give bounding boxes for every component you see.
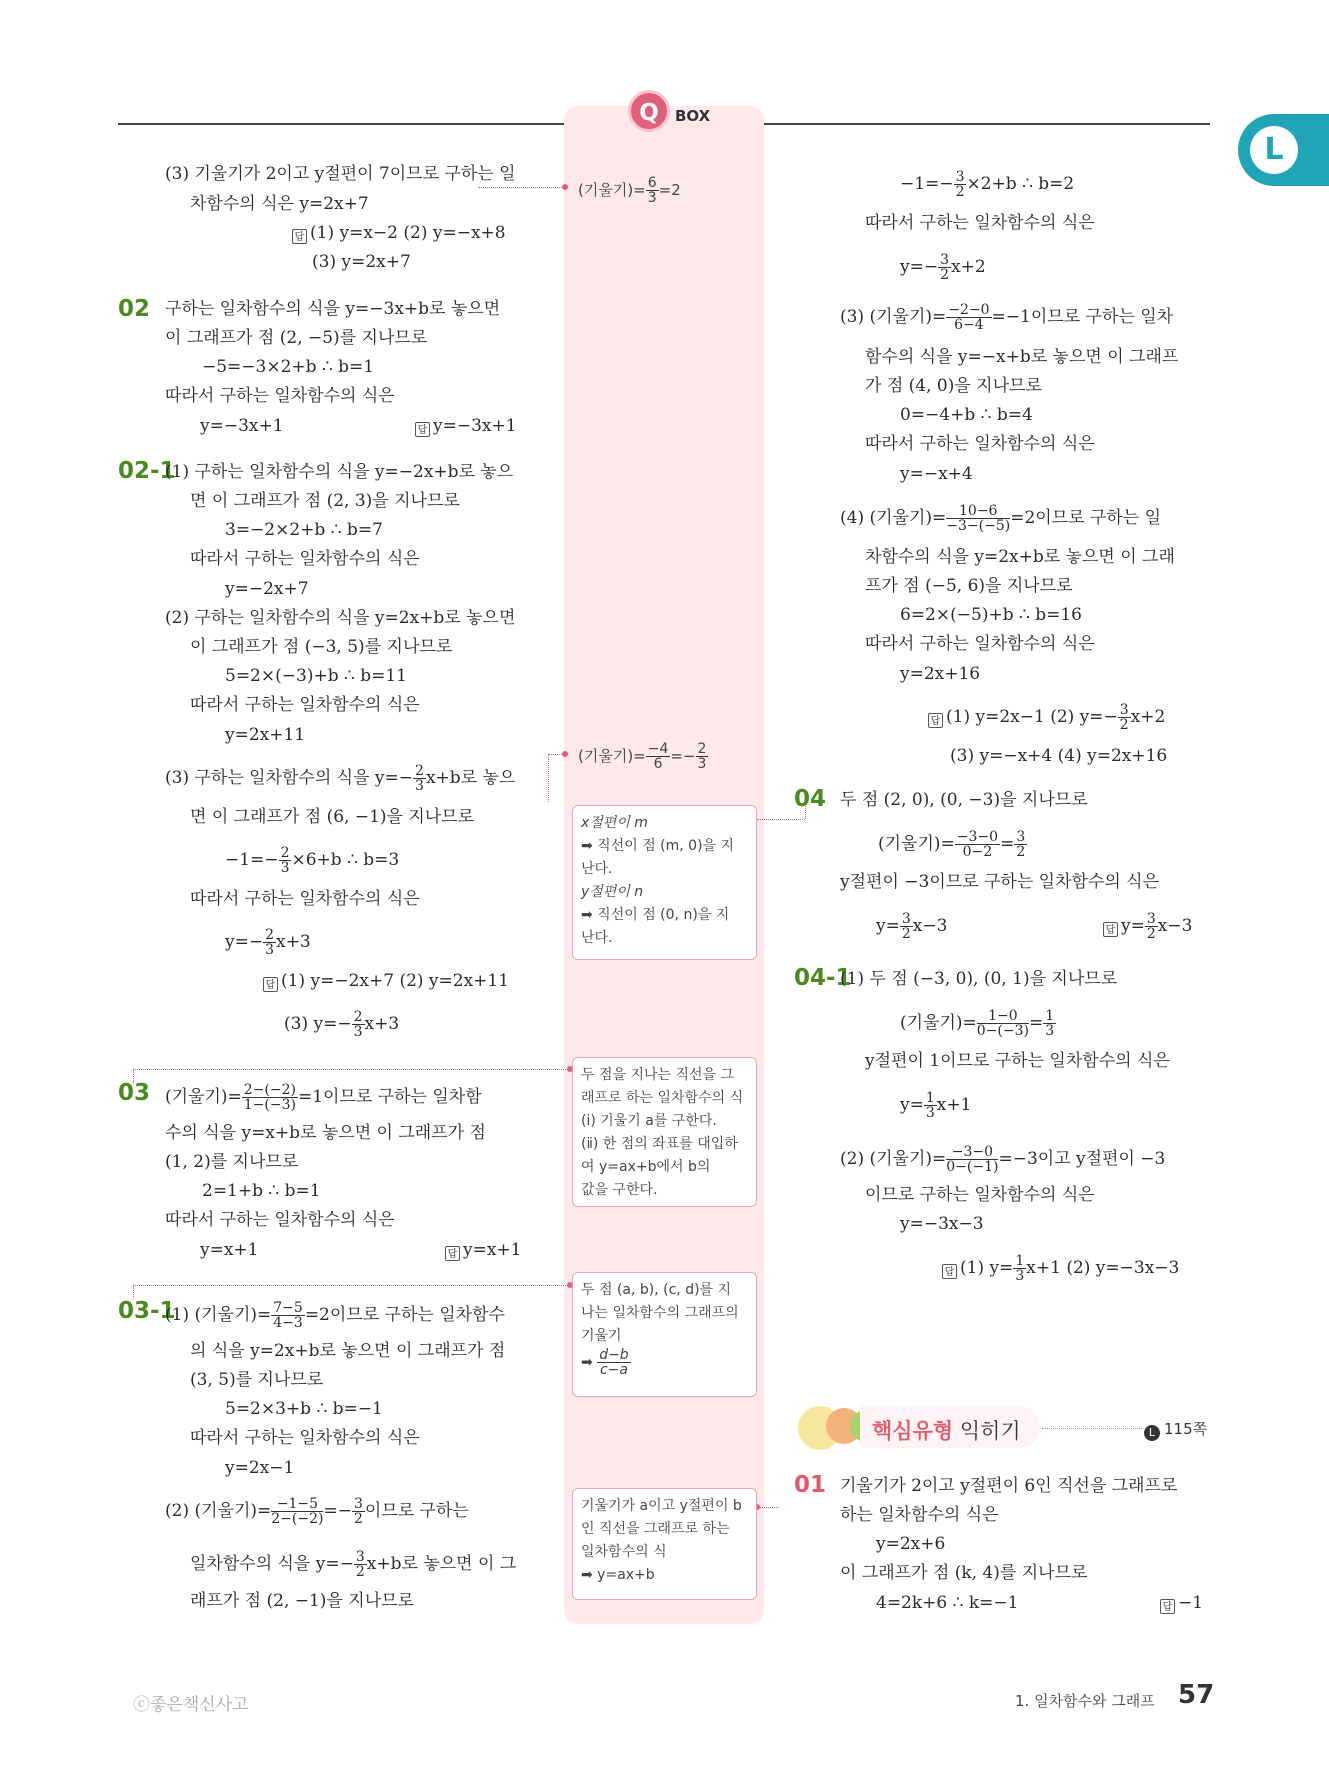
text-line: 4=2k+6 ∴ k=−1	[876, 1593, 1019, 1613]
note-row: 나는 일차함수의 그래프의	[581, 1305, 739, 1321]
text-line	[165, 1497, 469, 1526]
fraction	[955, 830, 1000, 859]
text-part: 이므로 구하는	[364, 1501, 469, 1521]
connector-line	[133, 1285, 568, 1286]
text-line: 이므로 구하는 일차함수의 식은	[865, 1185, 1095, 1205]
p3-line2: 차함수의 식은 y=2x+7	[190, 194, 369, 214]
text-part: =	[1000, 834, 1015, 854]
text-part: (3) y=−	[284, 1014, 352, 1034]
connector-line	[133, 1069, 568, 1070]
text-part: ×6+b ∴ b=3	[291, 850, 400, 870]
text-line: 따라서 구하는 일차함수의 식은	[190, 1428, 420, 1448]
fraction-numerator: 1	[1045, 1008, 1055, 1024]
text-part: x+2	[951, 257, 986, 277]
text-line: 0=−4+b ∴ b=4	[900, 405, 1033, 425]
qbox-label: BOX	[675, 107, 711, 125]
text-part: y=	[876, 916, 900, 936]
text-part: −1=−	[900, 174, 954, 194]
text-line	[876, 912, 947, 941]
fraction	[646, 176, 659, 205]
text-part: x+1 (2) y=−3x−3	[1026, 1258, 1180, 1278]
qbox-note-slope-1	[578, 176, 681, 205]
text-line: 6=2×(−5)+b ∴ b=16	[900, 605, 1082, 625]
text-part: 일차함수의 식을 y=−	[190, 1554, 354, 1574]
text-part: x+b로 놓으	[425, 768, 516, 788]
answer-line	[284, 1010, 399, 1039]
fraction-numerator: 3	[955, 169, 965, 185]
answer-line	[292, 222, 506, 244]
text-part: =2	[658, 181, 681, 199]
text-part: =1이므로 구하는 일차함	[297, 1087, 482, 1107]
fraction	[271, 1497, 323, 1526]
text-part: x+3	[364, 1014, 400, 1034]
fraction-numerator: 7−5	[273, 1300, 303, 1316]
fraction-denominator: 6−4	[954, 317, 984, 333]
fraction-numerator: −3−0	[946, 1145, 998, 1160]
text-line: 이 그래프가 점 (k, 4)를 지나므로	[840, 1563, 1088, 1583]
fraction-denominator: 2	[355, 1564, 365, 1580]
chapter-title: 1. 일차함수와 그래프	[1015, 1692, 1155, 1710]
fraction-denominator: 3	[415, 778, 424, 794]
text-part: (기울기)=	[165, 1087, 242, 1107]
fraction-numerator: −4	[647, 741, 669, 757]
section-title-main: 핵심유형	[872, 1419, 954, 1443]
fraction-denominator: 2	[901, 926, 911, 942]
note-row: 여 y=ax+b에서 b의	[581, 1159, 711, 1175]
fraction-denominator: c−a	[599, 1362, 628, 1378]
fraction	[271, 1301, 305, 1330]
text-part: y=	[1121, 916, 1145, 936]
text-part: (기울기)=	[878, 834, 955, 854]
fraction	[946, 303, 991, 332]
answer-text: −1	[1178, 1593, 1204, 1613]
fraction-numerator: 1−0	[977, 1009, 1029, 1024]
connector-line	[133, 1069, 134, 1083]
text-part: (4) (기울기)=	[840, 508, 947, 528]
note-row: ➡ 직선이 점 (0, n)을 지	[581, 907, 730, 923]
fraction-numerator: 10−6	[946, 504, 1010, 519]
fraction	[263, 928, 276, 957]
answer-line	[1160, 1592, 1203, 1614]
text-part: =−1이므로 구하는 일차	[991, 307, 1174, 327]
fraction	[946, 504, 1010, 533]
answer-text: y=−3x+1	[433, 416, 517, 436]
fraction-denominator: 2	[955, 184, 965, 200]
fraction-denominator: 0−(−3)	[976, 1023, 1029, 1039]
connector-line	[478, 187, 566, 188]
answer-icon: 답	[1160, 1599, 1175, 1614]
text-line	[900, 1091, 971, 1120]
text-line: y=−3x+1	[200, 416, 284, 436]
fraction-numerator: 2−(−2)	[243, 1082, 296, 1098]
fraction-numerator: d−b	[599, 1347, 629, 1363]
text-part: =	[1028, 1013, 1044, 1033]
text-line: 2=1+b ∴ b=1	[202, 1181, 321, 1201]
connector-line	[757, 819, 805, 820]
fraction-denominator: 6	[653, 756, 663, 772]
fraction-denominator: 3	[647, 190, 657, 206]
note-row: 기울기	[581, 1328, 622, 1344]
text-line	[840, 303, 1173, 332]
fraction-denominator: 3	[280, 860, 290, 876]
answer-icon: 답	[445, 1246, 460, 1261]
fraction-numerator: 2	[353, 1009, 363, 1025]
text-line: 따라서 구하는 일차함수의 식은	[865, 434, 1095, 454]
note-row: ➡ y=ax+b	[581, 1567, 655, 1583]
fraction-numerator: −2−0	[948, 302, 990, 318]
fraction	[1013, 1254, 1026, 1283]
text-line: −5=−3×2+b ∴ b=1	[202, 357, 375, 377]
text-part: (1) y=	[960, 1258, 1014, 1278]
qbox-note-slope-2	[578, 742, 708, 771]
answer-icon: 답	[263, 977, 278, 992]
problem-number: 03	[118, 1080, 151, 1106]
text-line: (1) 두 점 (−3, 0), (0, 1)을 지나므로	[840, 969, 1118, 989]
text-part: y=−	[900, 257, 939, 277]
fraction-denominator: 0−2	[962, 844, 993, 860]
text-line: 가 점 (4, 0)을 지나므로	[865, 376, 1042, 396]
note-row: (ⅱ) 한 점의 좌표를 대입하	[581, 1136, 738, 1152]
fraction-denominator: 3	[353, 1024, 363, 1040]
fraction	[597, 1348, 631, 1377]
text-part: −1=−	[225, 850, 279, 870]
fraction-denominator: 2	[1119, 717, 1129, 733]
fraction-denominator: 1−(−3)	[243, 1097, 296, 1113]
answer-icon: 답	[292, 229, 307, 244]
text-part: =−	[670, 747, 696, 765]
p3-line1: (3) 기울기가 2이고 y절편이 7이므로 구하는 일	[165, 164, 516, 184]
section-title	[872, 1415, 1021, 1445]
text-line	[900, 253, 986, 282]
fraction-numerator: 3	[1016, 829, 1026, 845]
fraction-denominator: 2	[940, 267, 950, 283]
answer-line	[445, 1239, 522, 1261]
text-part: x+2	[1130, 707, 1166, 727]
publisher-credit: ⓒ좋은책신사고	[133, 1695, 249, 1715]
fraction	[354, 1550, 367, 1579]
qbox-badge: Q	[628, 90, 670, 132]
answer-line: (3) y=2x+7	[312, 252, 411, 272]
note-row: ➡ 직선이 점 (m, 0)을 지	[581, 838, 735, 854]
answer-icon: 답	[942, 1264, 957, 1279]
connector-dot	[562, 751, 568, 757]
fraction-numerator: 2	[280, 845, 290, 861]
text-line: y=2x+16	[900, 664, 981, 684]
text-part: x+1	[936, 1095, 972, 1115]
fraction	[1014, 830, 1027, 859]
text-line: 기울기가 2이고 y절편이 6인 직선을 그래프로	[840, 1476, 1178, 1496]
fraction-denominator: 2	[1016, 844, 1026, 860]
fraction-numerator: 1	[925, 1090, 935, 1106]
text-line: 프가 점 (−5, 6)을 지나므로	[865, 576, 1073, 596]
text-line: 5=2×3+b ∴ b=−1	[225, 1399, 383, 1419]
text-line: y절편이 −3이므로 구하는 일차함수의 식은	[840, 872, 1160, 892]
text-part: =2이므로 구하는 일차함수	[304, 1305, 505, 1325]
fraction-denominator: 3	[925, 1105, 935, 1121]
fraction	[1145, 912, 1158, 941]
text-line: 차함수의 식을 y=2x+b로 놓으면 이 그래	[865, 547, 1175, 567]
arrow-icon: ➡	[581, 1354, 593, 1371]
text-line: (1, 2)를 지나므로	[165, 1152, 299, 1172]
fraction-numerator: 3	[355, 1549, 365, 1565]
section-title-sub: 익히기	[953, 1419, 1021, 1443]
answer-line	[928, 703, 1165, 732]
problem-number: 02	[118, 296, 151, 322]
fraction-denominator: 2−(−2)	[271, 1511, 324, 1527]
text-line: 따라서 구하는 일차함수의 식은	[190, 695, 420, 715]
text-line	[225, 846, 399, 875]
text-line: y=x+1	[200, 1240, 259, 1260]
note-row: 인 직선을 그래프로 하는	[581, 1521, 730, 1537]
connector-dot	[562, 184, 568, 190]
fraction-denominator: 3	[1045, 1023, 1055, 1039]
page-ref-text: 115쪽	[1164, 1420, 1208, 1438]
note-row	[581, 1348, 748, 1377]
text-line: 따라서 구하는 일차함수의 식은	[865, 634, 1095, 654]
answer-text: (1) y=−2x+7 (2) y=2x+11	[281, 971, 510, 991]
fraction-numerator: 3	[1146, 911, 1156, 927]
page-number: 57	[1178, 1680, 1215, 1710]
text-part: y=−	[225, 932, 264, 952]
text-part: ×2+b ∴ b=2	[966, 174, 1075, 194]
fraction	[938, 253, 951, 282]
fraction	[352, 1010, 365, 1039]
text-line: y=2x−1	[225, 1458, 295, 1478]
fraction-numerator: −3−0	[956, 829, 999, 845]
fraction-numerator: 2	[265, 927, 275, 943]
text-part: (1) (기울기)=	[165, 1305, 272, 1325]
problem-number: 03-1	[118, 1298, 176, 1324]
text-line: y절편이 1이므로 구하는 일차함수의 식은	[865, 1051, 1170, 1071]
text-line	[165, 1301, 505, 1330]
fraction	[242, 1083, 298, 1112]
text-part: (기울기)=	[578, 747, 646, 765]
text-line: (3, 5)를 지나므로	[190, 1370, 324, 1390]
text-part: (3) 구하는 일차함수의 식을 y=−	[165, 768, 414, 788]
text-line: 따라서 구하는 일차함수의 식은	[865, 213, 1095, 233]
fraction	[977, 1009, 1029, 1038]
text-part: (1) y=2x−1 (2) y=−	[946, 707, 1118, 727]
text-line: 면 이 그래프가 점 (6, −1)을 지나므로	[190, 807, 475, 827]
answer-line	[942, 1254, 1179, 1283]
note-row: 래프로 하는 일차함수의 식	[581, 1090, 744, 1106]
text-part: x−3	[1157, 916, 1193, 936]
connector-line	[548, 754, 549, 802]
qbox-note-intercepts	[572, 805, 757, 960]
page-ref-icon: L	[1144, 1425, 1160, 1441]
fraction-numerator: 3	[353, 1496, 363, 1512]
fraction	[279, 846, 292, 875]
text-line: 래프가 점 (2, −1)을 지나므로	[190, 1591, 414, 1611]
fraction-denominator: −3−(−5)	[946, 518, 1011, 534]
text-line	[165, 764, 515, 793]
qbox-note-two-points	[572, 1057, 757, 1207]
text-line: y=−3x−3	[900, 1214, 984, 1234]
fraction	[946, 1145, 998, 1174]
fraction	[1043, 1009, 1056, 1038]
fraction-numerator: 2	[697, 741, 707, 757]
answer-icon: 답	[928, 713, 943, 728]
fraction-denominator: 3	[265, 942, 275, 958]
text-line: y=−2x+7	[225, 579, 309, 599]
text-part: (기울기)=	[578, 181, 646, 199]
text-line: 따라서 구하는 일차함수의 식은	[190, 889, 420, 909]
fraction-numerator: 3	[901, 911, 911, 927]
fraction-denominator: 0−(−1)	[946, 1159, 999, 1175]
answer-line	[415, 415, 517, 437]
note-row: (ⅰ) 기울기 a를 구한다.	[581, 1113, 717, 1129]
fraction	[924, 1091, 937, 1120]
text-line: 따라서 구하는 일차함수의 식은	[165, 1210, 395, 1230]
fraction-numerator: 3	[1119, 702, 1129, 718]
problem-number: 04	[794, 786, 827, 812]
answer-line	[263, 970, 509, 992]
note-row: 일차함수의 식	[581, 1544, 667, 1560]
fraction-denominator: 3	[1015, 1268, 1025, 1284]
fraction-numerator: 6	[647, 175, 657, 191]
answer-text: (1) y=x−2 (2) y=−x+8	[310, 223, 506, 243]
page-reference	[1144, 1418, 1207, 1441]
answer-icon: 답	[415, 422, 430, 437]
text-line	[165, 1083, 482, 1112]
text-line	[878, 830, 1027, 859]
fraction-denominator: 2	[1146, 926, 1156, 942]
note-row: y절편이 n	[581, 884, 644, 900]
text-part: (2) (기울기)=	[840, 1149, 947, 1169]
problem-number: 01	[794, 1472, 827, 1498]
note-row: 기울기가 a이고 y절편이 b	[581, 1498, 742, 1514]
text-part: x+b로 놓으면 이 그	[366, 1554, 517, 1574]
note-row: 두 점을 지나는 직선을 그	[581, 1067, 735, 1083]
problem-number: 02-1	[118, 458, 176, 484]
problem-number: 04-1	[794, 965, 852, 991]
note-row: 값을 구한다.	[581, 1182, 658, 1198]
text-line	[225, 928, 311, 957]
connector-line	[757, 1507, 779, 1508]
section-dotted-line	[1042, 1428, 1142, 1429]
fraction	[646, 742, 671, 771]
fraction	[954, 170, 967, 199]
text-line: 이 그래프가 점 (2, −5)를 지나므로	[165, 328, 428, 348]
text-line: 따라서 구하는 일차함수의 식은	[190, 549, 420, 569]
text-line	[900, 170, 1074, 199]
qbox-note-slope-formula	[572, 1272, 757, 1397]
fraction	[900, 912, 913, 941]
text-line: 면 이 그래프가 점 (2, 3)을 지나므로	[190, 491, 460, 511]
fraction	[352, 1497, 365, 1526]
note-row: 두 점 (a, b), (c, d)를 지	[581, 1282, 732, 1298]
text-line	[190, 1550, 516, 1579]
text-part: (2) (기울기)=	[165, 1501, 272, 1521]
answer-line: (3) y=−x+4 (4) y=2x+16	[950, 746, 1168, 766]
fraction	[696, 742, 709, 771]
text-line: 하는 일차함수의 식은	[840, 1505, 999, 1525]
text-line: 이 그래프가 점 (−3, 5)를 지나므로	[190, 637, 453, 657]
text-part: (기울기)=	[900, 1013, 977, 1033]
answer-icon: 답	[1103, 922, 1118, 937]
note-row: x절편이 m	[581, 815, 648, 831]
note-row: 난다.	[581, 861, 613, 877]
text-line: 수의 식을 y=x+b로 놓으면 이 그래프가 점	[165, 1123, 486, 1143]
text-line: 함수의 식을 y=−x+b로 놓으면 이 그래프	[865, 347, 1179, 367]
text-line	[840, 1145, 1165, 1174]
fraction-numerator: 2	[415, 763, 424, 779]
answer-line	[1103, 912, 1192, 941]
text-line: 의 식을 y=2x+b로 놓으면 이 그래프가 점	[190, 1341, 506, 1361]
fraction	[413, 764, 426, 793]
text-line: 두 점 (2, 0), (0, −3)을 지나므로	[840, 790, 1088, 810]
top-rule-right	[764, 123, 1210, 125]
chapter-tab-letter: L	[1250, 126, 1298, 174]
text-part: x−3	[912, 916, 948, 936]
text-part: =−	[323, 1501, 352, 1521]
text-line: (1) 구하는 일차함수의 식을 y=−2x+b로 놓으	[165, 462, 514, 482]
text-line	[900, 1009, 1056, 1038]
text-part: (3) (기울기)=	[840, 307, 947, 327]
text-line	[840, 504, 1161, 533]
text-part: y=	[900, 1095, 924, 1115]
text-line: y=2x+6	[876, 1534, 946, 1554]
fraction-denominator: 3	[697, 756, 707, 772]
qbox-note-slope-intercept	[572, 1488, 757, 1600]
text-line: 5=2×(−3)+b ∴ b=11	[225, 666, 407, 686]
fraction-numerator: 3	[940, 252, 950, 268]
top-rule-left	[118, 123, 564, 125]
fraction-denominator: 2	[353, 1511, 363, 1527]
text-line: y=−x+4	[900, 464, 973, 484]
fraction-numerator: −1−5	[271, 1497, 323, 1512]
text-line: (2) 구하는 일차함수의 식을 y=2x+b로 놓으면	[165, 608, 516, 628]
text-part: =−3이고 y절편이 −3	[998, 1149, 1166, 1169]
fraction	[1118, 703, 1131, 732]
fraction-numerator: 1	[1015, 1253, 1025, 1269]
text-line: 3=−2×2+b ∴ b=7	[225, 520, 383, 540]
text-line: 구하는 일차함수의 식을 y=−3x+b로 놓으면	[165, 299, 501, 319]
text-part: =2이므로 구하는 일	[1010, 508, 1162, 528]
text-line: y=2x+11	[225, 725, 306, 745]
fraction-denominator: 4−3	[273, 1315, 303, 1331]
text-part: x+3	[276, 932, 311, 952]
connector-line	[133, 1285, 134, 1299]
text-line: 따라서 구하는 일차함수의 식은	[165, 386, 395, 406]
answer-text: y=x+1	[463, 1240, 522, 1260]
note-row: 난다.	[581, 930, 613, 946]
